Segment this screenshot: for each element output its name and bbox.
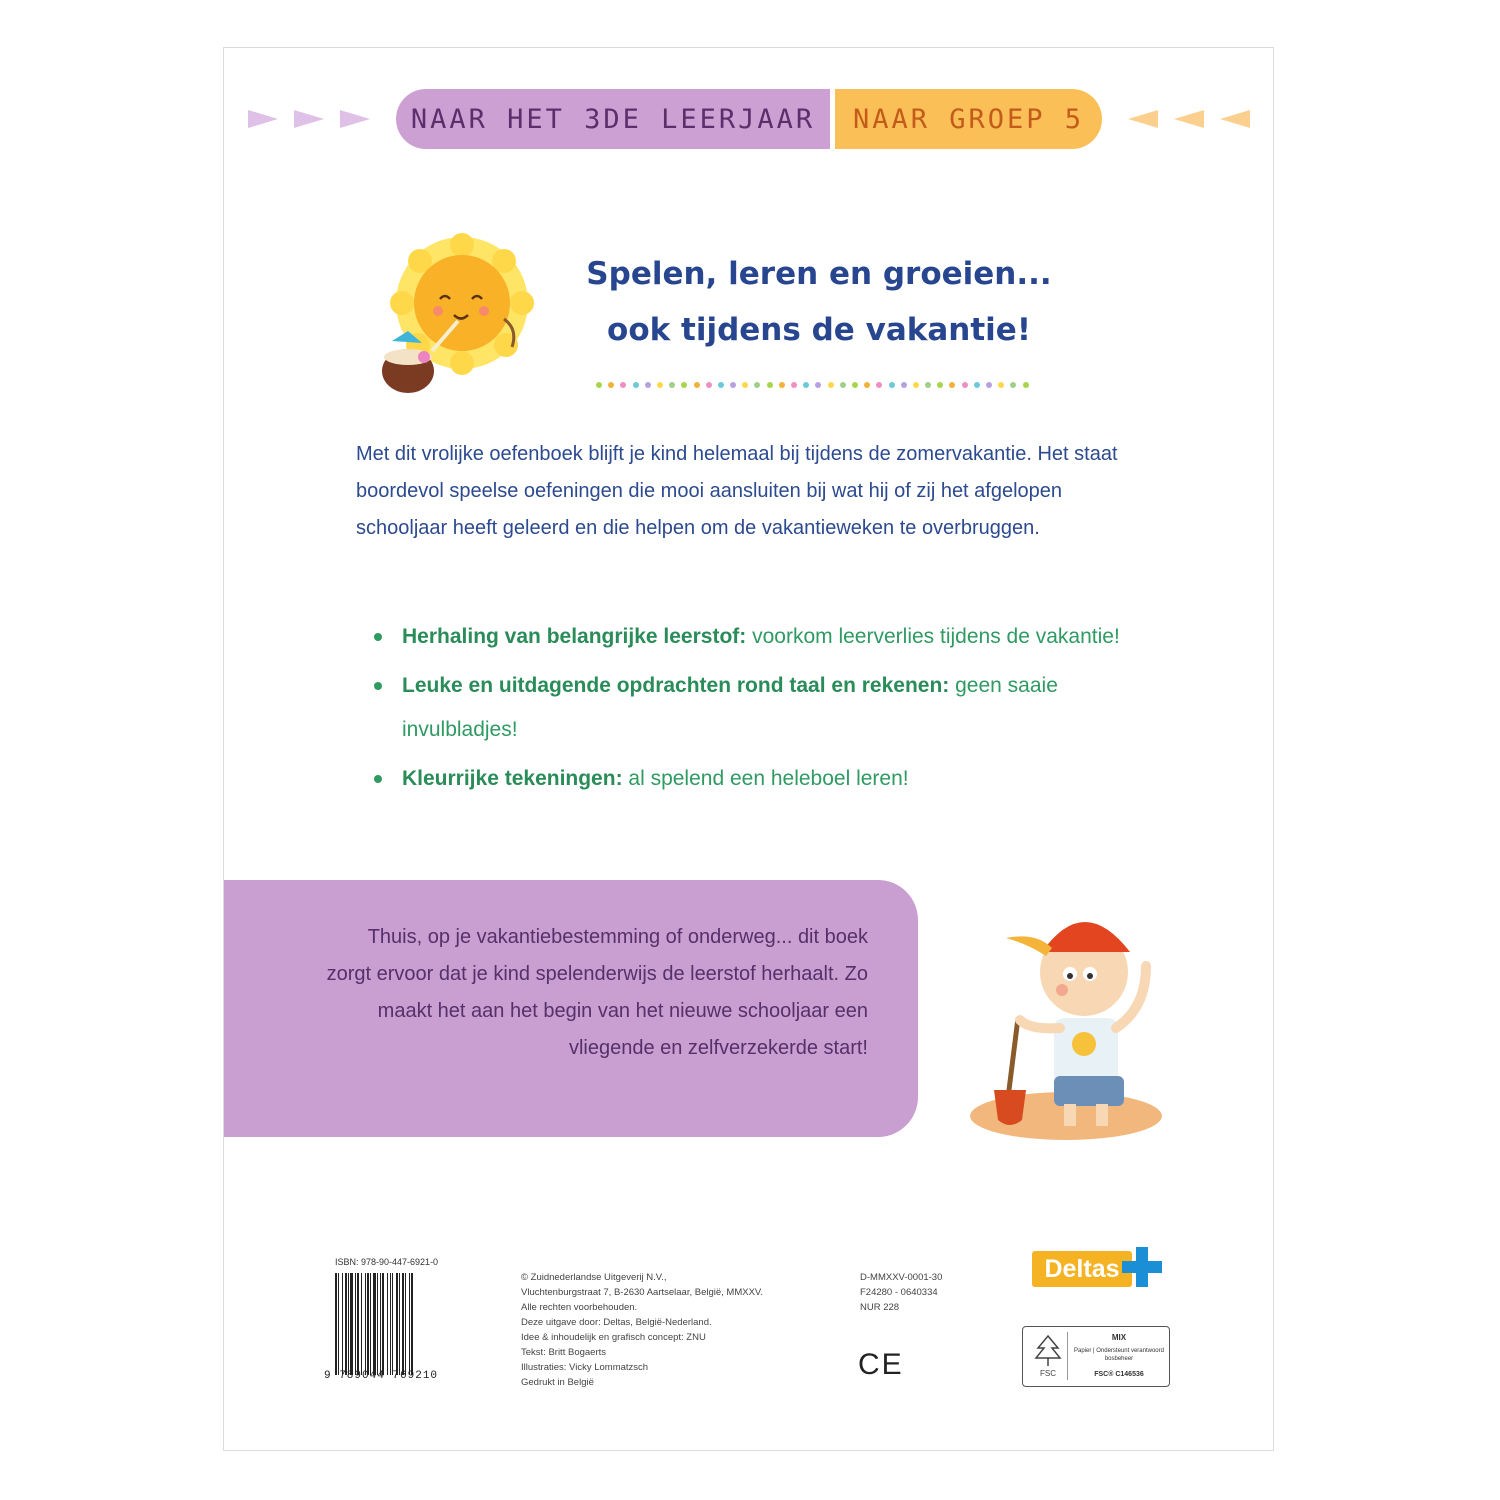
fsc-label [1022, 1326, 1170, 1387]
decorative-dot [681, 382, 687, 388]
arrow-right-icon [294, 110, 324, 128]
grade-label-netherlands: NAAR GROEP 5 [835, 89, 1102, 149]
product-code: F24280 - 0640334 [860, 1287, 938, 1298]
decorative-dot [815, 382, 821, 388]
decorative-dot [864, 382, 870, 388]
benefit-title: Herhaling van belangrijke leerstof: [402, 625, 747, 648]
intro-paragraph: Met dit vrolijke oefenboek blijft je kind helemaal bij tijdens de zomervakantie. Het staat boordevol speelse oefeningen die mooi aansluiten bij wat hij of zij het afgelopen schooljaar heeft geleerd en die helpen om de vakantieweken te overbruggen. [356, 443, 1118, 539]
decorative-dot [596, 382, 602, 388]
isbn-text: ISBN: 978-90-447-6921-0 [335, 1257, 439, 1267]
decorative-dot [1023, 382, 1029, 388]
product-codes [860, 1270, 942, 1315]
decorative-dot [718, 382, 724, 388]
decorative-dot [694, 382, 700, 388]
decorative-dot [645, 382, 651, 388]
decorative-dot [925, 382, 931, 388]
colophon-line: Deze uitgave door: Deltas, België-Nederland. [521, 1317, 712, 1328]
decorative-dot [1010, 382, 1016, 388]
fsc-mix: MIX [1111, 1333, 1127, 1342]
decorative-dot [657, 382, 663, 388]
colophon-line: Idee & inhoudelijk en grafisch concept: ZNU [521, 1332, 706, 1343]
publisher-logo: Deltas [1032, 1251, 1132, 1287]
decorative-dot [998, 382, 1004, 388]
headline-line-1: Spelen, leren en groeien... [586, 256, 1052, 292]
decorative-dot [669, 382, 675, 388]
benefit-list [374, 615, 1134, 806]
decorative-dot [937, 382, 943, 388]
benefit-text: al spelend een heleboel leren! [622, 767, 909, 790]
barcode-number: 9 789044 769210 [324, 1370, 439, 1382]
benefit-text: geen saaie invulbladjes! [402, 674, 1058, 741]
decorative-dot [791, 382, 797, 388]
arrow-right-icon [340, 110, 370, 128]
decorative-dot [742, 382, 748, 388]
grade-banner [396, 89, 1102, 149]
colophon-line: Alle rechten voorbehouden. [521, 1302, 638, 1313]
decorative-dot [876, 382, 882, 388]
headline-line-2: ook tijdens de vakantie! [607, 312, 1031, 348]
barcode [335, 1273, 471, 1375]
decorative-arrows-left [248, 110, 386, 132]
arrow-right-icon [248, 110, 278, 128]
decorative-dot [706, 382, 712, 388]
fsc-logo-text: FSC [1040, 1369, 1056, 1378]
ce-mark: CE [858, 1348, 904, 1381]
plus-icon [1120, 1245, 1164, 1289]
colophon [521, 1270, 763, 1390]
colophon-line: Tekst: Britt Bogaerts [521, 1347, 607, 1358]
product-code: NUR 228 [860, 1302, 900, 1313]
decorative-dot [840, 382, 846, 388]
decorative-dot [949, 382, 955, 388]
fsc-tree-icon [1029, 1332, 1068, 1380]
colophon-line: Illustraties: Vicky Lommatzsch [521, 1362, 649, 1373]
decorative-dot [620, 382, 626, 388]
benefit-item [374, 664, 1134, 752]
benefit-title: Kleurrijke tekeningen: [402, 767, 623, 790]
benefit-item [374, 615, 1134, 659]
colophon-line: Gedrukt in België [521, 1377, 594, 1388]
decorative-dot [852, 382, 858, 388]
colophon-line: Vluchtenburgstraat 7, B-2630 Aartselaar, België, MMXXV. [521, 1287, 764, 1298]
headline [554, 246, 1084, 358]
arrow-left-icon [1128, 110, 1158, 128]
colophon-line: © Zuidnederlandse Uitgeverij N.V., [521, 1272, 667, 1283]
sun-illustration [374, 233, 544, 398]
decorative-dot [754, 382, 760, 388]
arrow-left-icon [1220, 110, 1250, 128]
decorative-dot [803, 382, 809, 388]
decorative-dot-row [596, 374, 1046, 386]
arrow-left-icon [1174, 110, 1204, 128]
decorative-dot [913, 382, 919, 388]
decorative-dot [828, 382, 834, 388]
decorative-dot [730, 382, 736, 388]
decorative-dot [901, 382, 907, 388]
decorative-dot [767, 382, 773, 388]
fsc-code: FSC® C146536 [1094, 1371, 1144, 1378]
benefit-title: Leuke en uitdagende opdrachten rond taal en rekenen: [402, 674, 950, 697]
callout-text: Thuis, op je vakantiebestemming of onderweg... dit boek zorgt ervoor dat je kind spelenderwijs de leerstof herhaalt. Zo maakt het aan het begin van het nieuwe schooljaar een vliegende en zelfverzekerde start! [326, 926, 868, 1059]
grade-label-belgium: NAAR HET 3DE LEERJAAR [396, 89, 830, 149]
benefit-text: voorkom leerverlies tijdens de vakantie! [746, 625, 1120, 648]
decorative-dot [962, 382, 968, 388]
decorative-dot [974, 382, 980, 388]
product-code: D-MMXXV-0001-30 [860, 1272, 943, 1283]
callout-box [224, 880, 918, 1137]
decorative-dot [779, 382, 785, 388]
barcode-bar [413, 1273, 414, 1375]
decorative-dot [608, 382, 614, 388]
child-with-shovel-illustration [966, 868, 1166, 1148]
book-back-cover [223, 47, 1274, 1451]
fsc-description: Papier | Ondersteunt verantwoord bosbeheer [1074, 1348, 1164, 1362]
benefit-item [374, 757, 1134, 801]
decorative-dot [889, 382, 895, 388]
decorative-arrows-right [1128, 110, 1266, 132]
decorative-dot [633, 382, 639, 388]
decorative-dot [986, 382, 992, 388]
